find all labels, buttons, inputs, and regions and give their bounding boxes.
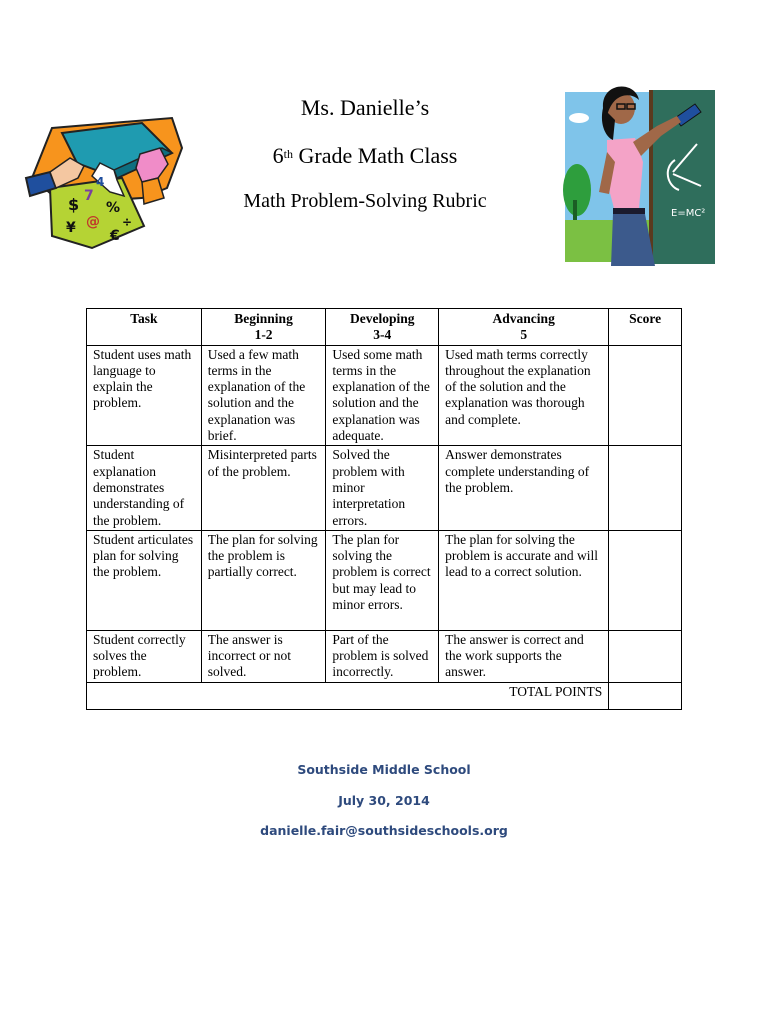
score-cell[interactable] — [609, 446, 682, 530]
header-points: 3-4 — [373, 327, 392, 343]
task-cell: Student explanation demonstrates understanding of the problem. — [87, 446, 202, 530]
class-name: Grade Math Class — [292, 143, 458, 168]
class-title — [200, 144, 530, 168]
table-header-row — [87, 309, 682, 346]
header-advancing — [439, 309, 609, 346]
header-task — [87, 309, 202, 346]
svg-text:¥: ¥ — [66, 220, 76, 236]
teacher-chalkboard-clipart — [563, 82, 715, 266]
advancing-cell: Answer demonstrates complete understanding of the problem. — [439, 446, 609, 530]
header-beginning — [201, 309, 326, 346]
grade-suffix: th — [283, 147, 293, 161]
total-row — [87, 682, 682, 709]
svg-text:4: 4 — [96, 175, 105, 189]
contact-email[interactable]: danielle.fair@southsideschools.org — [260, 823, 508, 838]
total-points-label: TOTAL POINTS — [87, 682, 609, 709]
score-cell[interactable] — [609, 630, 682, 682]
header-label: Developing — [349, 311, 415, 326]
header-label: Task — [130, 311, 158, 326]
header-score — [609, 309, 682, 346]
beginning-cell: The plan for solving the problem is partially correct. — [201, 530, 326, 630]
score-cell[interactable] — [609, 530, 682, 630]
svg-text:%: % — [106, 200, 121, 216]
table-row — [87, 345, 682, 446]
table-row — [87, 530, 682, 630]
developing-cell: Solved the problem with minor interpretation errors. — [326, 446, 439, 530]
task-cell: Student correctly solves the problem. — [87, 630, 202, 682]
task-cell: Student articulates plan for solving the problem. — [87, 530, 202, 630]
score-cell[interactable] — [609, 345, 682, 446]
task-cell: Student uses math language to explain the problem. — [87, 345, 202, 446]
grade-number: 6 — [272, 143, 284, 168]
table-row — [87, 446, 682, 530]
svg-text:E=MC²: E=MC² — [671, 208, 706, 219]
svg-text:7: 7 — [84, 188, 94, 204]
advancing-cell: The answer is correct and the work supports the answer. — [439, 630, 609, 682]
math-hands-clipart — [22, 108, 188, 258]
beginning-cell: The answer is incorrect or not solved. — [201, 630, 326, 682]
beginning-cell: Misinterpreted parts of the problem. — [201, 446, 326, 530]
header-points: 1-2 — [254, 327, 273, 343]
school-name: Southside Middle School — [297, 762, 471, 777]
rubric-title: Math Problem-Solving Rubric — [243, 190, 487, 212]
developing-cell: Used some math terms in the explanation of the solution and the explanation was adequate. — [326, 345, 439, 446]
advancing-cell: Used math terms correctly throughout the explanation of the solution and the explanation was thorough and complete. — [439, 345, 609, 446]
developing-cell: Part of the problem is solved incorrectly. — [326, 630, 439, 682]
svg-text:@: @ — [86, 214, 100, 230]
svg-text:÷: ÷ — [122, 215, 133, 229]
advancing-cell: The plan for solving the problem is accurate and will lead to a correct solution. — [439, 530, 609, 630]
header-developing — [326, 309, 439, 346]
svg-text:$: $ — [68, 195, 80, 214]
beginning-cell: Used a few math terms in the explanation of the solution and the explanation was brief. — [201, 345, 326, 446]
rubric-table — [86, 308, 682, 710]
teacher-name: Ms. Danielle’s — [300, 95, 430, 120]
header-label: Score — [629, 311, 662, 326]
developing-cell: The plan for solving the problem is correct but may lead to minor errors. — [326, 530, 439, 630]
header-label: Advancing — [492, 311, 555, 326]
table-row — [87, 630, 682, 682]
header-points: 5 — [520, 327, 528, 343]
footer-date: July 30, 2014 — [338, 793, 430, 808]
total-points-cell[interactable] — [609, 682, 682, 709]
header-label: Beginning — [234, 311, 293, 326]
svg-text:€: € — [110, 228, 120, 244]
